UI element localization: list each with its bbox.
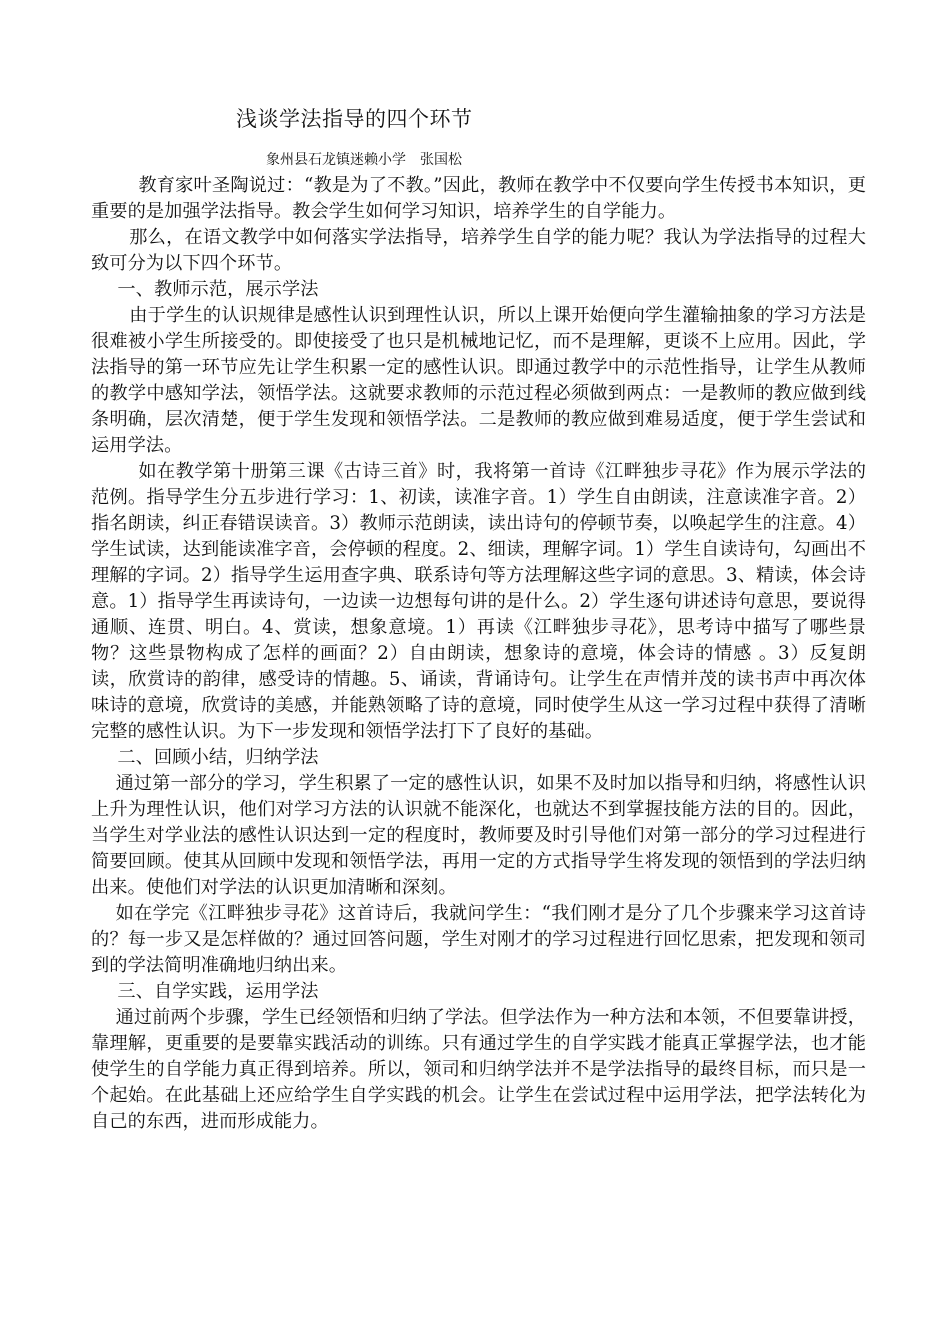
paragraph-example-1: 如在教学第十册第三课《古诗三首》时，我将第一首诗《江畔独步寻花》作为展示学法的范例。指导学生分五步进行学习：1、初读，读准字音。1）学生自由朗读，注意读准字音。2）指名朗读，纠正春错误读音。3）教师示范朗读，读出诗句的停顿节奏，以唤起学生的注意。4）学生试读，达到能读准字音，会停顿的程度。2、细读，理解字词。1）学生自读诗句，勾画出不理解的字词。2）指导学生运用查字典、联系诗句等方法理解这些字词的意思。3、精读，体会诗意。1）指导学生再读诗句，一边读一边想每句讲的是什么。2）学生逐句讲述诗句意思，要说得通顺、连贯、明白。4、赏读，想象意境。1）再读《江畔独步寻花》，思考诗中描写了哪些景物？这些景物构成了怎样的画面？2）自由朗读，想象诗的意境，体会诗的情感 。3）反复朗读，欣赏诗的韵律，感受诗的情趣。5、诵读，背诵诗句。让学生在声情并茂的读书声中再次体味诗的意境，欣赏诗的美感，并能熟领略了诗的意境，同时使学生从这一学习过程中获得了清晰完整的感性认识。为下一步发现和领悟学法打下了良好的基础。 xyxy=(91,461,866,742)
paragraph-section-1: 由于学生的认识规律是感性认识到理性认识，所以上课开始便向学生灌输抽象的学习方法是很难被小学生所接受的。即使接受了也只是机械地记忆，而不是理解，更谈不上应用。因此，学法指导的第一环节应先让学生积累一定的感性认识。即通过教学中的示范性指导，让学生从教师的教学中感知学法，领悟学法。这就要求教师的示范过程必须做到两点：一是教师的教应做到线条明确，层次清楚，便于学生发现和领悟学法。二是教师的教应做到难易适度，便于学生尝试和运用学法。 xyxy=(91,305,866,456)
paragraph-intro: 教育家叶圣陶说过：“教是为了不教。”因此，教师在教学中不仅要向学生传授书本知识，更重要的是加强学法指导。教会学生如何学习知识，培养学生的自学能力。 xyxy=(91,175,866,222)
document-title: 浅谈学法指导的四个环节 xyxy=(236,107,473,131)
paragraph-question: 那么，在语文教学中如何落实学法指导，培养学生自学的能力呢？我认为学法指导的过程大致可分为以下四个环节。 xyxy=(91,227,866,274)
section-heading-2: 二、回顾小结，归纳学法 xyxy=(117,747,319,768)
document-body xyxy=(91,173,866,1135)
paragraph-section-2: 通过第一部分的学习，学生积累了一定的感性认识，如果不及时加以指导和归纳，将感性认识上升为理性认识，他们对学习方法的认识就不能深化，也就达不到掌握技能方法的目的。因此，当学生对学业法的感性认识达到一定的程度时，教师要及时引导他们对第一部分的学习过程进行简要回顾。使其从回顾中发现和领悟学法，再用一定的方式指导学生将发现的领悟到的学法归纳出来。使他们对学法的认识更加清晰和深刻。 xyxy=(91,773,866,898)
document-author: 象州县石龙镇迷赖小学 张国松 xyxy=(266,152,462,168)
paragraph-example-2: 如在学完《江畔独步寻花》这首诗后，我就问学生：“我们刚才是分了几个步骤来学习这首诗的？每一步又是怎样做的？通过回答问题，学生对刚才的学习过程进行回忆思索，把发现和领司到的学法简明准确地归纳出来。 xyxy=(91,903,866,976)
section-heading-3: 三、自学实践，运用学法 xyxy=(117,981,319,1002)
section-heading-1: 一、教师示范，展示学法 xyxy=(117,279,319,300)
paragraph-section-3: 通过前两个步骤，学生已经领悟和归纳了学法。但学法作为一种方法和本领，不但要靠讲授，靠理解，更重要的是要靠实践活动的训练。只有通过学生的自学实践才能真正掌握学法，也才能使学生的自学能力真正得到培养。所以，领司和归纳学法并不是学法指导的最终目标，而只是一个起始。在此基础上还应给学生自学实践的机会。让学生在尝试过程中运用学法，把学法转化为自己的东西，进而形成能力。 xyxy=(91,1007,866,1132)
